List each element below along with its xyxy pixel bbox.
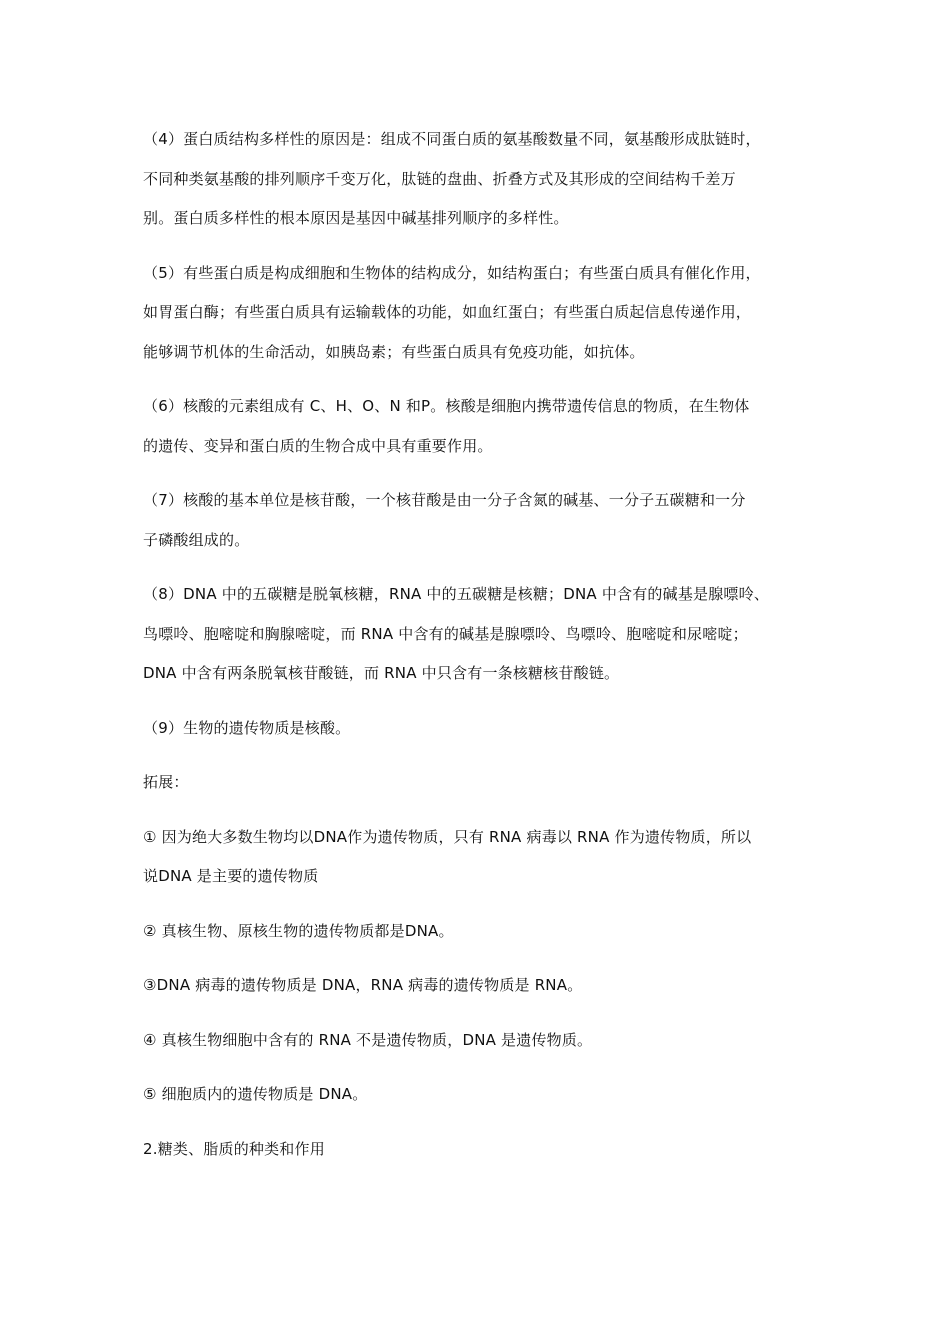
text-line: 能够调节机体的生命活动，如胰岛素；有些蛋白质具有免疫功能，如抗体。 [143,342,645,361]
text-line: ③DNA 病毒的遗传物质是 DNA，RNA 病毒的遗传物质是 RNA。 [143,976,583,994]
text-line: 别。蛋白质多样性的根本原因是基因中碱基排列顺序的多样性。 [143,209,569,227]
text-line: DNA 中含有两条脱氧核苷酸链，而 RNA 中只含有一条核糖核苷酸链。 [143,664,620,682]
paragraph-nucleic-acid-elements [143,387,823,466]
extension-item-2 [143,912,823,952]
paragraph-genetic-material [143,709,823,749]
text-line: （4）蛋白质结构多样性的原因是：组成不同蛋白质的氨基酸数量不同，氨基酸形成肽链时， [143,130,761,148]
text-line: ② 真核生物、原核生物的遗传物质都是DNA。 [143,921,454,940]
text-line: 不同种类氨基酸的排列顺序千变万化，肽链的盘曲、折叠方式及其形成的空间结构千差万 [143,169,736,188]
extension-item-1 [143,818,823,897]
text-line: 2.糖类、脂质的种类和作用 [143,1139,325,1158]
text-line: 的遗传、变异和蛋白质的生物合成中具有重要作用。 [143,436,493,455]
text-line: （8）DNA 中的五碳糖是脱氧核糖，RNA 中的五碳糖是核糖；DNA 中含有的碱基是腺嘌呤、 [143,585,770,603]
document-body [143,120,823,1184]
paragraph-nucleotide [143,481,823,560]
text-line: （7）核酸的基本单位是核苷酸，一个核苷酸是由一分子含氮的碱基、一分子五碳糖和一分 [143,491,746,509]
extension-item-5 [143,1075,823,1115]
section-heading-carbs-lipids [143,1130,823,1170]
text-line: ④ 真核生物细胞中含有的 RNA 不是遗传物质，DNA 是遗传物质。 [143,1030,593,1049]
text-line: ⑤ 细胞质内的遗传物质是 DNA。 [143,1085,368,1103]
text-line: ① 因为绝大多数生物均以DNA作为遗传物质，只有 RNA 病毒以 RNA 作为遗传物质，所以 [143,827,752,846]
paragraph-dna-rna-comparison [143,575,823,694]
paragraph-protein-diversity [143,120,823,239]
text-line: 子磷酸组成的。 [143,530,250,549]
text-line: 说DNA 是主要的遗传物质 [143,867,319,885]
text-line: 拓展： [143,773,189,791]
text-line: （9）生物的遗传物质是核酸。 [143,718,351,737]
text-line: （5）有些蛋白质是构成细胞和生物体的结构成分，如结构蛋白；有些蛋白质具有催化作用， [143,263,761,282]
text-line: 鸟嘌呤、胞嘧啶和胸腺嘧啶，而 RNA 中含有的碱基是腺嘌呤、鸟嘌呤、胞嘧啶和尿嘧啶； [143,624,748,643]
extension-item-4 [143,1021,823,1061]
paragraph-protein-functions [143,254,823,373]
extension-item-3 [143,966,823,1006]
text-line: （6）核酸的元素组成有 C、H、O、N 和P。核酸是细胞内携带遗传信息的物质，在生物体 [143,397,750,415]
text-line: 如胃蛋白酶；有些蛋白质具有运输载体的功能，如血红蛋白；有些蛋白质起信息传递作用， [143,303,752,321]
extension-heading [143,763,823,803]
